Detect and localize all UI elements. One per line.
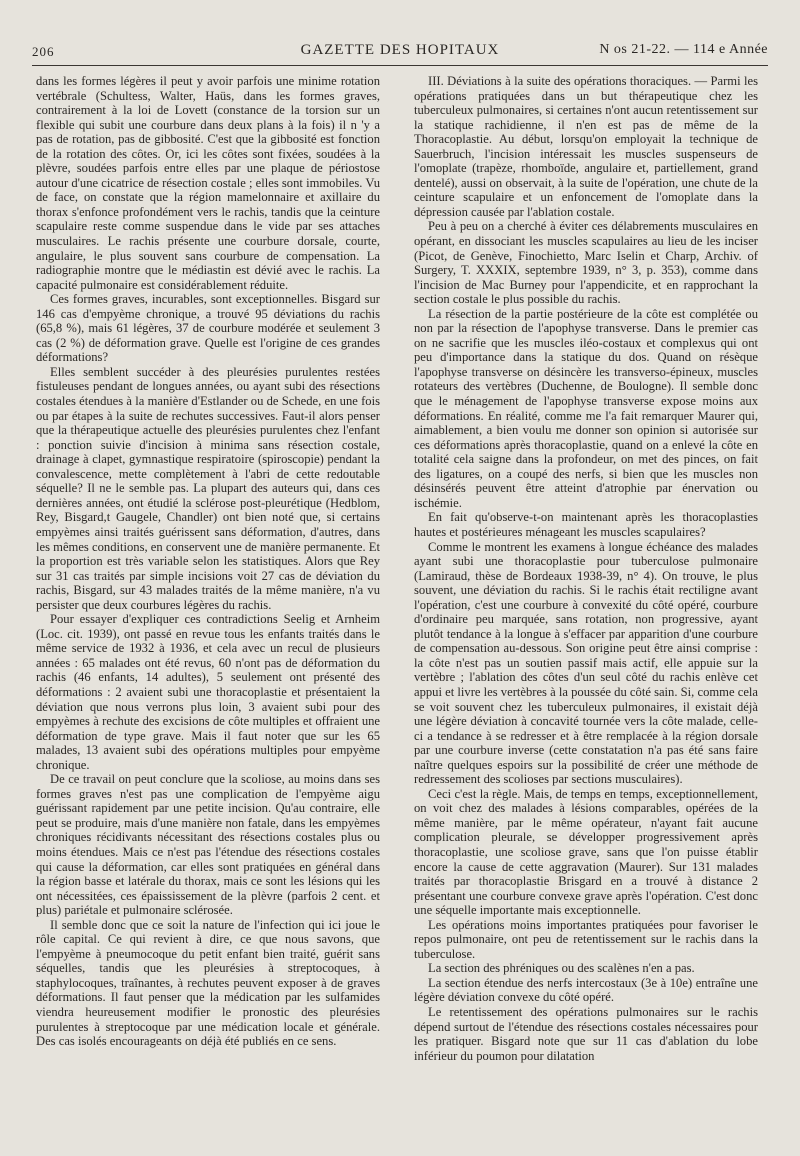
paragraph: Ces formes graves, incurables, sont exceptionnelles. Bisgard sur 146 cas d'empyème chronique, a trouvé 95 déviations du rachis (65,8 %), mais 61 légères, 37 de courbure modérée et seulement 3 cas (2 %) de déformation grave. Quelle est l'origine de ces grandes déformations? [36, 292, 380, 365]
paragraph: dans les formes légères il peut y avoir parfois une minime rotation vertébrale (Schultess, Walter, Haüs, dans les formes graves, contrairement à la loi de Lovett (constance de la torsion sur un flexible qui subit une courbure dans deux plans à la fois) il n 'y a pas de rotation, pas de gibbosité. C'est que la gibbosité est fonction de la rotation des côtes. Or, ici les côtes sont fixées, soudées à la plèvre, soudées parfois entre elles par une plaque de périostose autour d'une cicatrice de résection costale ; elles sont immobiles. Vu de face, on constate que la région mamelonnaire et axillaire du thorax s'enfonce profondément vers le rachis, tandis que la ceinture scapulaire reste comme suspendue dans le vide par ses attaches musculaires. Le rachis présente une courbure dorsale, courte, angulaire, le plus souvent sans courbure de compensation. La radiographie montre que le médiastin est dévié avec le rachis. La capacité pulmonaire est considérablement réduite. [36, 74, 380, 292]
journal-title: GAZETTE DES HOPITAUX [300, 42, 500, 58]
paragraph: Il semble donc que ce soit la nature de l'infection qui ici joue le rôle capital. Ce qui revient à dire, ce que nous savons, que l'empyème à pneumocoque du petit enfant bien traité, guérit sans séquelles, tandis que les pleurésies à streptocoques, à staphylocoques, traînantes, à rechutes peuvent exposer à de graves déformations. Il faut penser que la médication par les sulfamides viendra heureusement modifier le pronostic des pleurésies purulentes à streptocoque par une médication locale et générale. Des cas isolés encourageants on déjà été publiés en ce sens. [36, 917, 380, 1049]
running-header [32, 40, 768, 64]
paragraph: La section des phréniques ou des scalènes n'en a pas. [428, 961, 695, 976]
paragraph: Pour essayer d'expliquer ces contradictions Seelig et Arnheim (Loc. cit. 1939), ont passé en revue tous les enfants traités dans le même service de 1932 à 1936, et cela avec un recul de plusieurs années : 65 malades ont été revus, 60 n'ont pas de déformation du rachis (46 enfants, 14 adultes), 5 seulement ont présenté des déformations : 2 avaient subi une thoracoplastie et présentaient la déviation que nous verrons plus loin, 3 avaient subi pour des empyèmes à rechute des excisions de côte multiples et offraient une déformation de type grave. Mais il faut noter que sur les 65 malades, 13 avaient subi des opérations multiples pour empyème chronique. [36, 612, 380, 772]
paragraph: Le retentissement des opérations pulmonaires sur le rachis dépend surtout de l'étendue des résections costales nécessaires pour les pratiquer. Bisgard note que sur 11 cas d'ablation du lobe inférieur du poumon pour dilatation [414, 1005, 758, 1063]
paragraph: Elles semblent succéder à des pleurésies purulentes restées fistuleuses pendant de longues années, ou ayant subi des résections costales étendues à la manière d'Estlander ou de Schede, en une fois ou par étapes à la suite de rechutes successives. Faut-il alors penser que la thérapeutique actuelle des pleurésies purulentes chez l'enfant : ponction suivie d'incision à minima sans résection costale, drainage à clapet, gymnastique respiratoire (spiroscopie) pendant la convalescence, mette complètement à l'abri de cette redoutable séquelle? Il ne le semble pas. La plupart des auteurs qui, dans ces dernières années, ont étudié la sclérose post-pleurétique (Hedblom, Rey, Bisgard,t Gaugele, Chandler) ont bien noté que, si certains empyèmes ainsi traités guérissent sans déformation, d'autres, dans les mêmes conditions, en conservent une de manière permanente. Et la proportion est très variable selon les statistiques. Alors que Rey sur 31 cas traités par simple incisions voit 27 cas de déviation du rachis, Bisgard, sur 43 malades traités de la même manière, n'a vu persister que deux courbures légères du rachis. [36, 364, 380, 612]
left-column [36, 74, 380, 1134]
paragraph: De ce travail on peut conclure que la scoliose, au moins dans ses formes graves n'est pas une complication de l'empyème aigu guérissant rapidement par une petite incision. Qu'au contraire, elle peut se produire, mais d'une manière non fatale, dans les empyèmes chroniques récidivants nécessitant des résections costales plus ou moins étendues. Mais ce n'est pas l'étendue des résections costales qui cause la déformation, car elles sont pratiquées en général dans la région basse et latérale du thorax, mais ce sont les lésions qui les ont nécessitées, ces épaississement de la plèvre (parfois 2 cent. et plus) pariétale et pulmonaire sclérosée. [36, 772, 380, 918]
issue-info: N os 21-22. — 114 e Année [599, 42, 768, 57]
paragraph: Les opérations moins importantes pratiquées pour favoriser le repos pulmonaire, ont peu de retentissement sur le rachis dans la tuberculose. [414, 917, 758, 961]
section-heading-paragraph: III. Déviations à la suite des opérations thoraciques. — Parmi les opérations pratiquées dans un but thérapeutique chez les tuberculeux pulmonaires, si certaines n'ont aucun retentissement sur la statique rachidienne, il n'en est pas de même de la Thoracoplastie. Au début, lorsqu'on employait la technique de Sauerbruch, l'incision intéressait les muscles suspenseurs de l'omoplate (trapèze, rhomboïde, angulaire et, partiellement, grand dentelé), aussi on observait, à la suite de l'opération, une chute de la ceinture scapulaire et un enfoncement de l'omoplate dans la dépression causée par l'ablation costale. [414, 74, 758, 219]
paragraph: En fait qu'observe-t-on maintenant après les thoracoplasties hautes et postérieures ménageant les muscles scapulaires? [414, 510, 758, 539]
page-number: 206 [32, 44, 55, 59]
paragraph: Ceci c'est la règle. Mais, de temps en temps, exceptionnellement, on voit chez des malades à lésions comparables, opérées de la même manière, par le même opérateur, n'ayant fait aucune complication pleurale, se développer progressivement après thoracoplastie, une scoliose grave, sans que l'on puisse établir encore la cause de cette aggravation (Maurer). Sur 131 malades traités par thoracoplastie Brisgard en a trouvé à distance 2 présentant une courbure convexe grave après l'opération. C'est donc une séquelle importante mais exceptionnelle. [414, 786, 758, 918]
paragraph: La résection de la partie postérieure de la côte est complétée ou non par la résection de l'apophyse transverse. Dans le premier cas on ne sacrifie que les muscles iléo-costaux et complexus qui ont peu d'importance dans la statique du dos. Quand on résèque l'apophyse transverse on désincère les transverso-épineux, muscles rotateurs des vertèbres (Duchenne, de Boulogne). Il semble donc que le ménagement de l'apophyse transverse expose moins aux déformations. En réalité, comme me l'a fait remarquer Maurer qui, aimablement, a bien voulu me donner son opinion si autorisée sur ces déformations après thoracoplastie, quand on a enlevé la côte en totalité cela saigne dans la profondeur, on met des pinces, on fait des ligatures, on a coupé des nerfs, si bien que les muscles non désinsérés peuvent être atteint d'atrophie par énervation ou ischémie. [414, 306, 758, 510]
paragraph: Peu à peu on a cherché à éviter ces délabrements musculaires en opérant, en dissociant les muscles scapulaires au lieu de les inciser (Picot, de Genève, Finochietto, Marc Iselin et Charp, Archiv. of Surgery, T. XXXIX, septembre 1939, n° 3, p. 353), comme dans l'incision de Mac Burney pour l'appendicite, et en rapprochant la section costale le plus possible du rachis. [414, 219, 758, 307]
right-column [414, 74, 758, 1134]
paragraph: La section étendue des nerfs intercostaux (3e à 10e) entraîne une légère déviation convexe du côté opéré. [414, 975, 758, 1005]
paragraph: Comme le montrent les examens à longue échéance des malades ayant subi une thoracoplastie pour tuberculose pulmonaire (Lamiraud, thèse de Bordeaux 1938-39, n° 4). On trouve, le plus souvent, une déviation du rachis. Si le rachis était rectiligne avant l'opération, c'est une courbure à convexité du côté opéré, courbure d'ordinaire peu marquée, sans rotation, non progressive, ayant plutôt tendance à la longue à s'effacer par apparition d'une courbure de compensation au-dessous. Son origine peut être ainsi comprise : la côte n'est pas un soutien passif mais actif, elle appuie sur la vertèbre ; l'ablation des côtes d'un seul côté du rachis enlève cet appui et livre les vertèbres à la poussée du côté sain. Si, comme cela se voit souvent chez les tuberculeux pulmonaires, il existait déjà une légère déviation à concavité tournée vers la côte malade, celle-ci a tendance à se redresser et à être remplacée à la région dorsale par une courbure inverse (cette constatation n'a pas été sans faire naître quelques espoirs sur la possibilité de créer une méthode de redressement des scolioses par sections musculaires). [414, 539, 758, 787]
header-rule [32, 65, 768, 66]
